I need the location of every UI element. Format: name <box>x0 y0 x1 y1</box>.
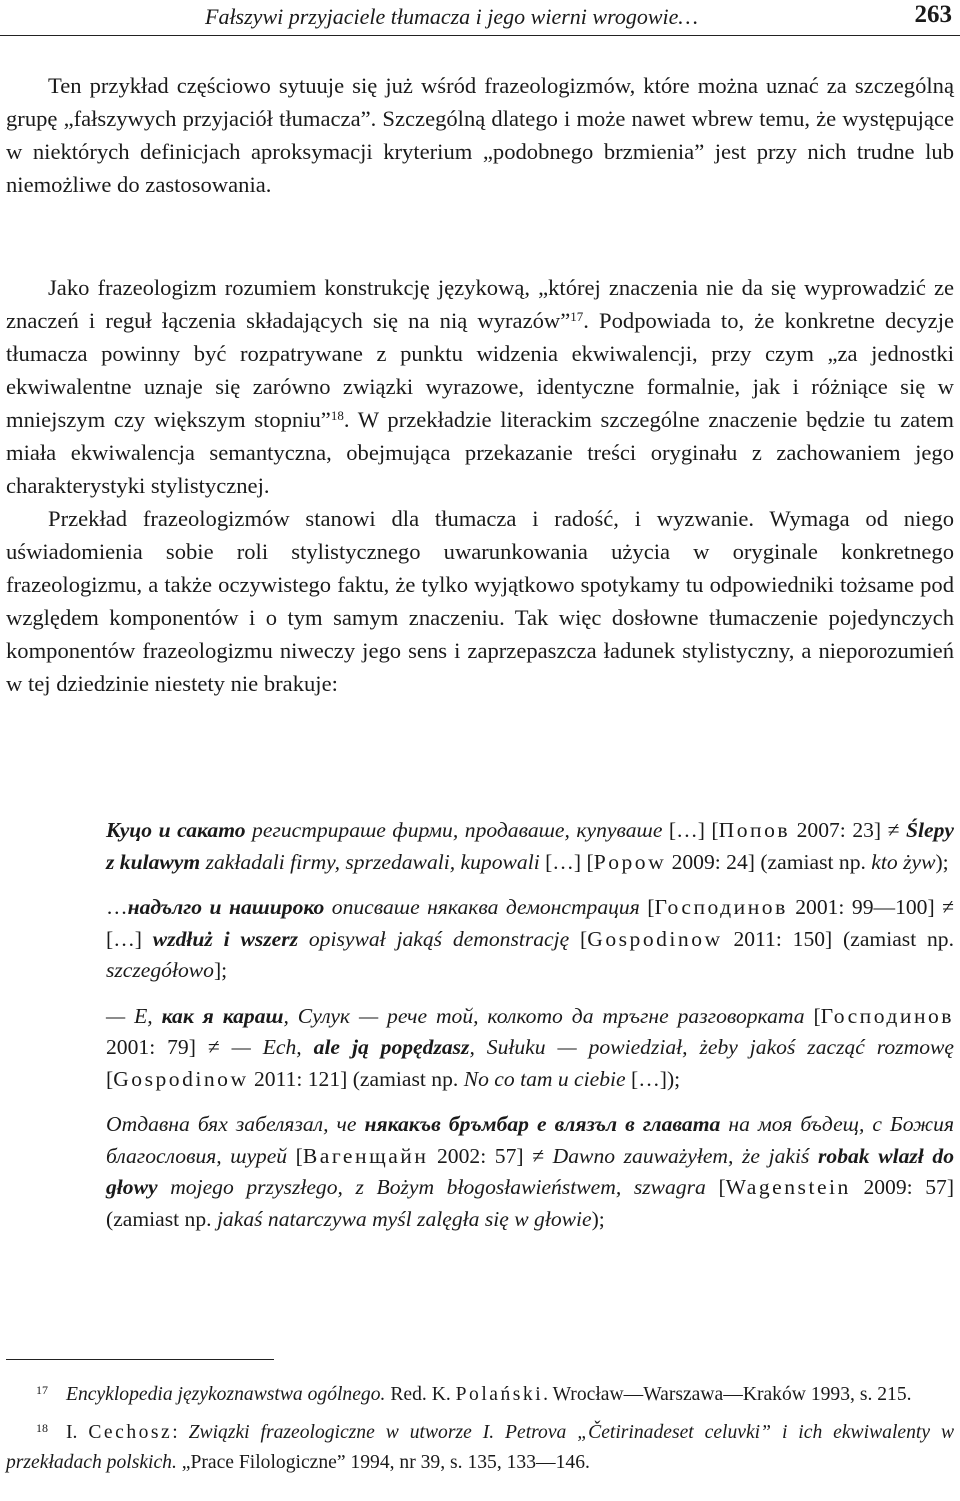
quote-translation: zakładali firmy, sprzedawali, kupowali <box>200 849 540 874</box>
author-name: Gospodinow <box>113 1066 249 1091</box>
text: [ <box>569 926 588 951</box>
footnote-18 <box>6 1418 954 1478</box>
source-title: Związki frazeologiczne w utworze I. Petrova „Četirinadeset celuvki” i ich ekwiwalenty w przekładach polskich. <box>6 1422 955 1473</box>
quote-translation: , Sułuku — powiedział, żeby jakoś zacząć rozmowę <box>469 1035 954 1059</box>
quote-original: регистрираше фирми, продаваше, купуваше <box>245 818 663 842</box>
author-name: Popow <box>593 849 667 874</box>
text: … <box>106 895 128 919</box>
text: 2011: 150] (zamiast np. <box>722 926 955 951</box>
quote-original: описваше някаква демонстрация <box>324 895 640 919</box>
footnote-number: 17 <box>36 1383 48 1397</box>
intro-paragraph: Ten przykład częściowo sytuuje się już wśród frazeologizmów, które można uznać za szczególną grupę „fałszywych przyjaciół tłumacza”. Szczególną dlatego i może nawet wbrew temu, że występujące w niektórych definicjach aproksymacji kryterium „podobnego brzmienia” jest przy nich trudne lub niemożliwe do zastosowania. <box>6 73 954 197</box>
quote-translation: — Ech, <box>231 1035 314 1059</box>
quote-translation: opisywał jakąś demonstrację <box>298 926 570 951</box>
phrase-translation: ale ją popędzasz <box>313 1035 470 1059</box>
phrase-translation: Ślepy z kulawym <box>106 818 954 874</box>
intro-section <box>6 69 954 201</box>
phrase-translation: wzdłuż i wszerz <box>152 926 299 951</box>
quote-original: , Сулук — рече той, колкото да тръгне разговорката <box>283 1003 805 1028</box>
text: Red. K. <box>385 1384 456 1405</box>
quote-original: Отдавна бях забелязал, че <box>106 1112 365 1136</box>
phrase-translation: robak wlazł do głowy <box>106 1143 954 1199</box>
phrase-original: някакъв бръмбар е влязъл в главата <box>364 1112 721 1136</box>
example-item <box>106 1001 954 1096</box>
text: [ <box>804 1003 821 1028</box>
paragraph-text: . W przekładzie literackim szczególne znaczenie będzie tu zatem miała ekwiwalencja semantyczna, obejmująca przekazanie treści oryginału z zachowaniem jego charakterystyki stylistycznej. <box>6 407 955 498</box>
phrase-original: надълго и нашироко <box>127 895 325 919</box>
author-name: Wagenstein <box>725 1175 851 1199</box>
text: [ <box>639 895 655 919</box>
text: 2001: 99—100] ≠ […] <box>106 895 954 951</box>
text: [ <box>287 1143 303 1168</box>
text: I. <box>66 1422 89 1443</box>
example-item <box>106 815 954 878</box>
author-name: Вагенщайн <box>302 1143 429 1168</box>
page-header <box>0 0 960 42</box>
author-name: Господинов <box>820 1003 954 1028</box>
suggested-equivalent: No co tam u ciebie <box>463 1066 626 1091</box>
text: 2001: 79] ≠ <box>106 1035 232 1059</box>
main-section <box>6 271 954 700</box>
suggested-equivalent: kto żyw <box>871 849 936 874</box>
quote-translation: mojego przyszłego, z Bożym błogosławieństwem, szwagra <box>157 1175 706 1199</box>
footnote-ref-18[interactable]: 18 <box>330 408 344 423</box>
text: […] [ <box>539 849 594 874</box>
quote-original: — Е, <box>106 1003 162 1028</box>
text: 2011: 121] (zamiast np. <box>248 1066 464 1091</box>
text: [ <box>705 1175 726 1199</box>
header-rule <box>0 35 960 36</box>
footnote-ref-17[interactable]: 17 <box>570 309 584 324</box>
examples-list <box>106 815 954 1249</box>
page-number: 263 <box>914 1 952 28</box>
example-item <box>106 892 954 987</box>
author-name: Cechosz <box>88 1422 173 1443</box>
text: […]); <box>625 1066 681 1091</box>
text: ); <box>591 1206 605 1231</box>
footnote-rule <box>6 1359 274 1360</box>
phrase-original: Куцо и сакато <box>106 818 246 842</box>
footnotes <box>6 1380 954 1486</box>
text: . Wrocław—Warszawa—Kraków 1993, s. 215. <box>543 1384 912 1405</box>
text: 2009: 24] (zamiast np. <box>666 849 872 874</box>
text: 2002: 57] ≠ <box>428 1143 553 1168</box>
quote-translation: Dawno zauważyłem, że jakiś <box>552 1143 818 1168</box>
author-name: Polański <box>455 1384 544 1405</box>
running-title: Fałszywi przyjaciele tłumacza i jego wierni wrogowie… <box>205 4 698 29</box>
text: 2007: 23] ≠ <box>790 818 907 842</box>
author-name: Попов <box>718 818 791 842</box>
footnote-17 <box>6 1380 954 1410</box>
text: „Prace Filologiczne” 1994, nr 39, s. 135, 133—146. <box>176 1452 590 1473</box>
paragraph-text: Jako frazeologizm rozumiem konstrukcję językową, „której znaczenia nie da się wyprowadzić ze znaczeń i reguł łączenia składających się na nią wyrazów” <box>6 275 954 333</box>
paragraph-phraseology-definition <box>6 271 954 502</box>
text: [ <box>106 1066 114 1091</box>
source-title: Encyklopedia językoznawstwa ogólnego. <box>66 1384 386 1405</box>
example-item <box>106 1109 954 1235</box>
text: ]; <box>213 958 228 982</box>
text: : <box>172 1422 189 1443</box>
suggested-equivalent: szczegółowo <box>106 958 214 982</box>
paragraph-text: . Podpowiada to, że konkretne decyzje tłumacza powinny być rozpatrywane z punktu widzenia ekwiwalencji, przy czym „za jednostki ekwiwalentne uznaje się zarówno związki wyrazowe, identyczne formalnie, jak i różniące się w mniejszym czy większym stopniu” <box>6 308 954 432</box>
paragraph-translation: Przekład frazeologizmów stanowi dla tłumacza i radość, i wyzwanie. Wymaga od niego uświadomienia sobie roli stylistycznego uwarunkowania użycia w oryginale konkretnego frazeologizmu, a także oczywistego faktu, że tylko wyjątkowo spotykamy tu odpowiedniki tożsame pod względem komponentów i o tym samym znaczeniu. Tak więc dosłowne tłumaczenie pojedynczych komponentów frazeologizmu niweczy jego sens i zaprzepaszcza ładunek stylistyczny, a nieporozumień w tej dziedzinie niestety nie brakuje: <box>6 506 954 696</box>
quote-original: на моя бъдещ, с Божия благословия, шурей <box>106 1112 954 1168</box>
text: […] [ <box>662 818 719 842</box>
footnote-number: 18 <box>36 1421 48 1435</box>
author-name: Господинов <box>654 895 788 919</box>
text: ); <box>935 849 949 874</box>
phrase-original: как я караш <box>161 1003 284 1028</box>
text: 2009: 57] (zamiast np. <box>106 1175 955 1231</box>
suggested-equivalent: jakaś natarczywa myśl zalęgła się w głowie <box>216 1206 592 1231</box>
author-name: Gospodinow <box>587 926 723 951</box>
